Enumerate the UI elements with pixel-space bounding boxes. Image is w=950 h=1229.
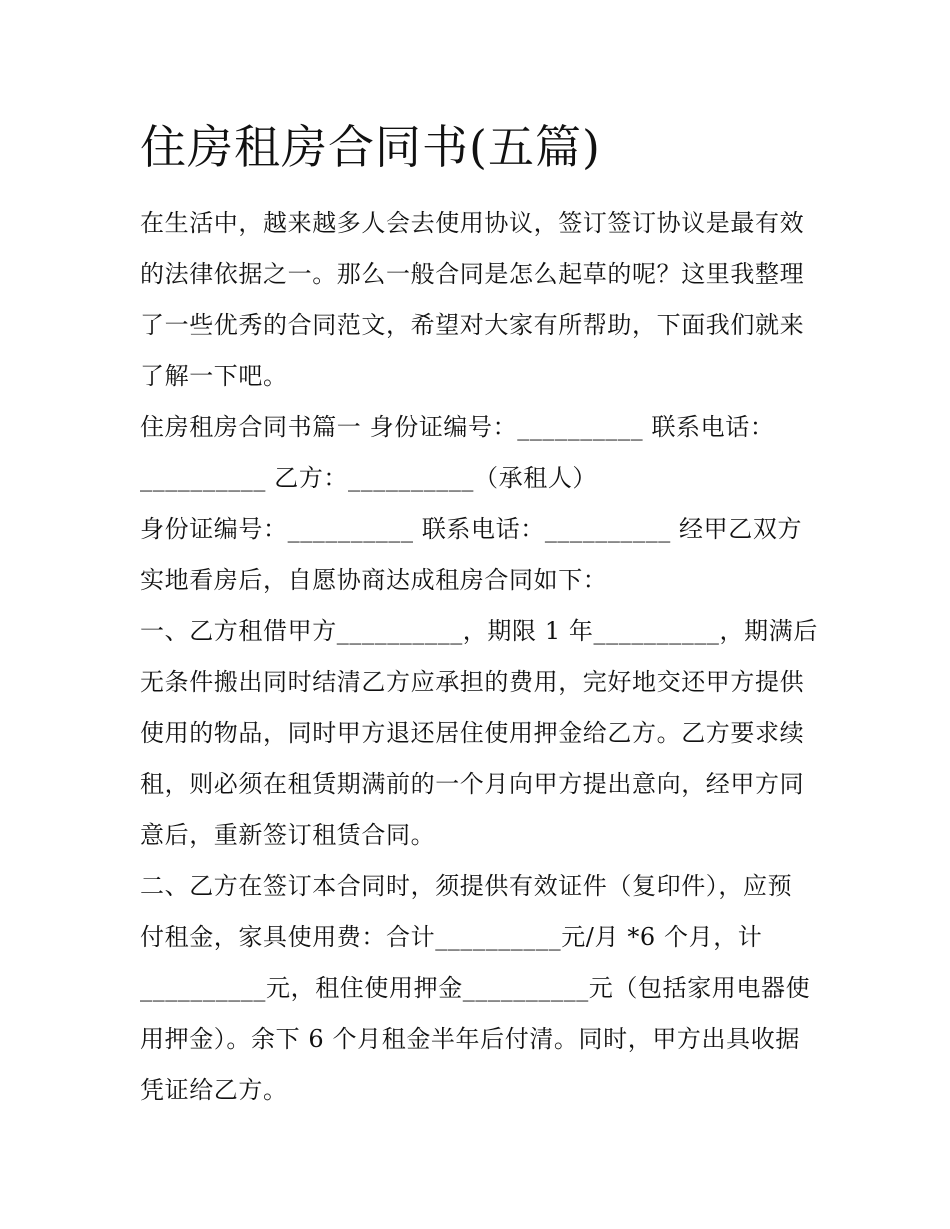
body-line-clause-1-2: 无条件搬出同时结清乙方应承担的费用，完好地交还甲方提供 — [140, 668, 805, 696]
body-line-party-info-1: 住房租房合同书篇一 身份证编号：__________ 联系电话： — [140, 413, 775, 441]
body-line-party-info-3: 身份证编号：__________ 联系电话：__________ 经甲乙双方 — [140, 515, 803, 543]
body-line-clause-2-3: __________元，租住使用押金__________元（包括家用电器使 — [140, 974, 811, 1002]
body-line-intro-4: 了解一下吧。 — [140, 362, 288, 390]
body-line-clause-1-1: 一、乙方租借甲方__________，期限 1 年__________，期满后 — [140, 617, 818, 645]
body-line-clause-2-1: 二、乙方在签订本合同时，须提供有效证件（复印件），应预 — [140, 872, 793, 900]
body-line-clause-2-5: 凭证给乙方。 — [140, 1076, 288, 1104]
body-line-clause-2-2: 付租金，家具使用费：合计__________元/月 *6 个月，计 — [140, 923, 763, 951]
body-line-clause-1-3: 使用的物品，同时甲方退还居住使用押金给乙方。乙方要求续 — [140, 719, 805, 747]
body-line-clause-1-4: 租，则必须在租赁期满前的一个月向甲方提出意向，经甲方同 — [140, 770, 805, 798]
body-line-intro-2: 的法律依据之一。那么一般合同是怎么起草的呢？这里我整理 — [140, 260, 805, 288]
body-line-party-info-2: __________ 乙方：__________（承租人） — [140, 464, 598, 492]
document-body — [140, 198, 818, 1116]
body-line-clause-1-5: 意后，重新签订租赁合同。 — [140, 821, 436, 849]
body-line-intro-3: 了一些优秀的合同范文，希望对大家有所帮助，下面我们就来 — [140, 311, 805, 339]
body-line-clause-2-4: 用押金）。余下 6 个月租金半年后付清。同时，甲方出具收据 — [140, 1025, 800, 1053]
document-title: 住房租房合同书(五篇) — [140, 120, 601, 174]
body-line-intro-1: 在生活中，越来越多人会去使用协议，签订签订协议是最有效 — [140, 209, 805, 237]
body-line-party-info-4: 实地看房后，自愿协商达成租房合同如下： — [140, 566, 608, 594]
